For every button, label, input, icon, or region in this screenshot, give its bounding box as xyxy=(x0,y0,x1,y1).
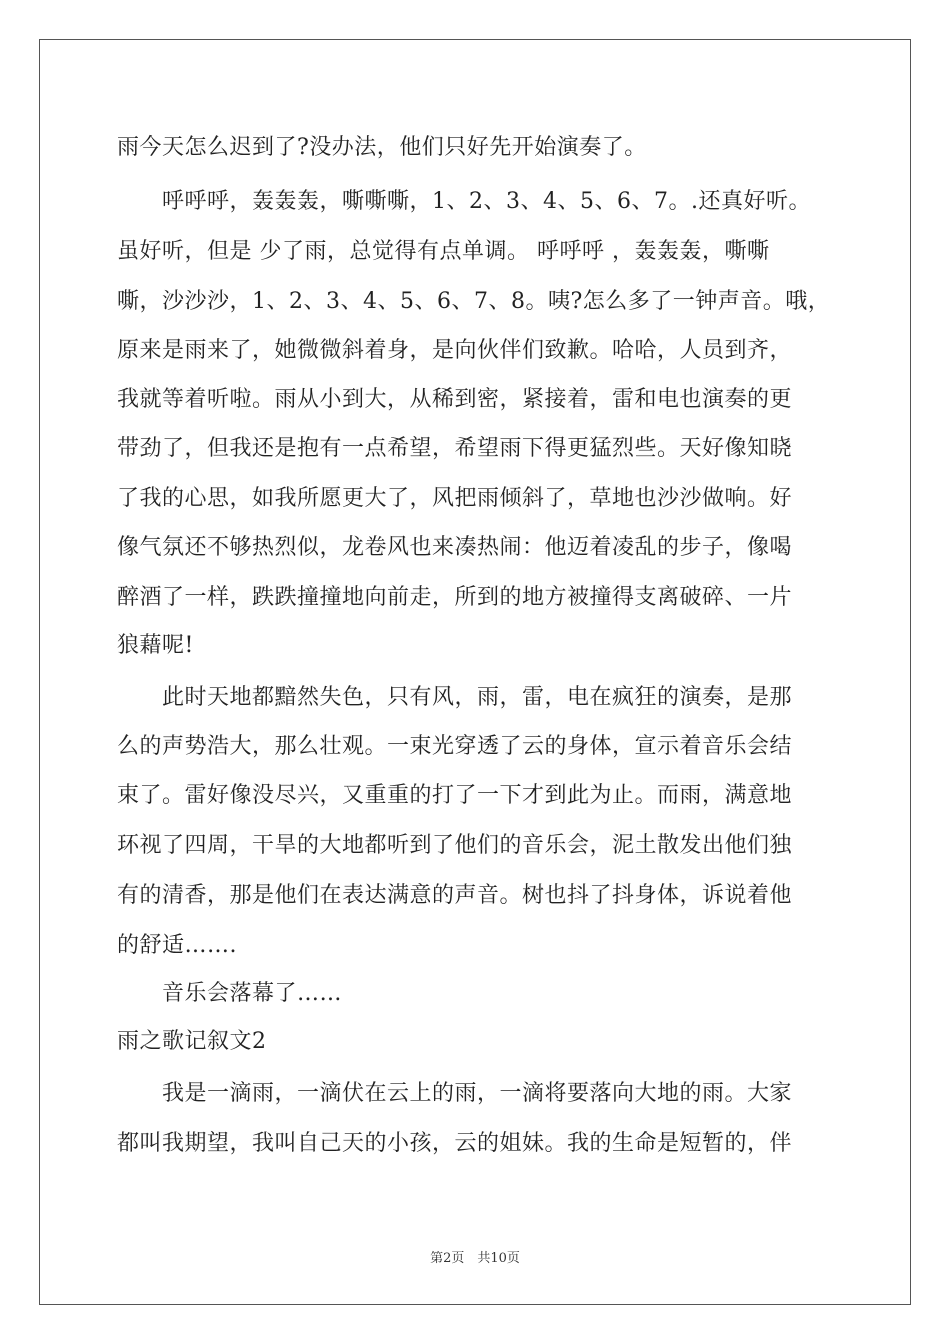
page-border xyxy=(39,39,911,1305)
text-line: 嘶，沙沙沙，1、2、3、4、5、6、7、8。咦?怎么多了一钟声音。哦， xyxy=(117,289,831,314)
text-line: 醉酒了一样，跌跌撞撞地向前走，所到的地方被撞得支离破碎、一片 xyxy=(117,585,793,610)
text-line: 束了。雷好像没尽兴，又重重的打了一下才到此为止。而雨，满意地 xyxy=(117,783,793,808)
text-line: 音乐会落幕了…… xyxy=(117,981,343,1006)
text-line: 我就等着听啦。雨从小到大，从稀到密，紧接着，雷和电也演奏的更 xyxy=(117,387,793,412)
text-line: 都叫我期望，我叫自己天的小孩，云的姐妹。我的生命是短暂的，伴 xyxy=(117,1131,793,1156)
text-line: 的舒适……. xyxy=(117,933,237,958)
text-line: 像气氛还不够热烈似，龙卷风也来凑热闹：他迈着凌乱的步子，像喝 xyxy=(117,535,793,560)
text-line: 环视了四周，干旱的大地都听到了他们的音乐会，泥土散发出他们独 xyxy=(117,833,793,858)
text-line: 么的声势浩大，那么壮观。一束光穿透了云的身体，宣示着音乐会结 xyxy=(117,734,793,759)
text-line: 带劲了，但我还是抱有一点希望，希望雨下得更猛烈些。天好像知晓 xyxy=(117,436,793,461)
text-line: 原来是雨来了，她微微斜着身，是向伙伴们致歉。哈哈，人员到齐， xyxy=(117,338,793,363)
text-line: 雨今天怎么迟到了?没办法，他们只好先开始演奏了。 xyxy=(117,135,647,160)
text-line: 有的清香，那是他们在表达满意的声音。树也抖了抖身体，诉说着他 xyxy=(117,883,793,908)
text-line: 呼呼呼，轰轰轰，嘶嘶嘶，1、2、3、4、5、6、7。.还真好听。 xyxy=(117,189,811,214)
text-line: 此时天地都黯然失色，只有风，雨，雷，电在疯狂的演奏，是那 xyxy=(117,685,793,710)
text-line: 狼藉呢! xyxy=(117,633,194,658)
section-heading: 雨之歌记叙文2 xyxy=(117,1029,267,1054)
page-number-footer: 第2页 共10页 xyxy=(430,1251,520,1266)
text-line: 我是一滴雨，一滴伏在云上的雨，一滴将要落向大地的雨。大家 xyxy=(117,1081,793,1106)
text-line: 了我的心思，如我所愿更大了，风把雨倾斜了，草地也沙沙做响。好 xyxy=(117,486,793,511)
text-line: 虽好听，但是 少了雨，总觉得有点单调。 呼呼呼 ，轰轰轰，嘶嘶 xyxy=(117,239,770,264)
